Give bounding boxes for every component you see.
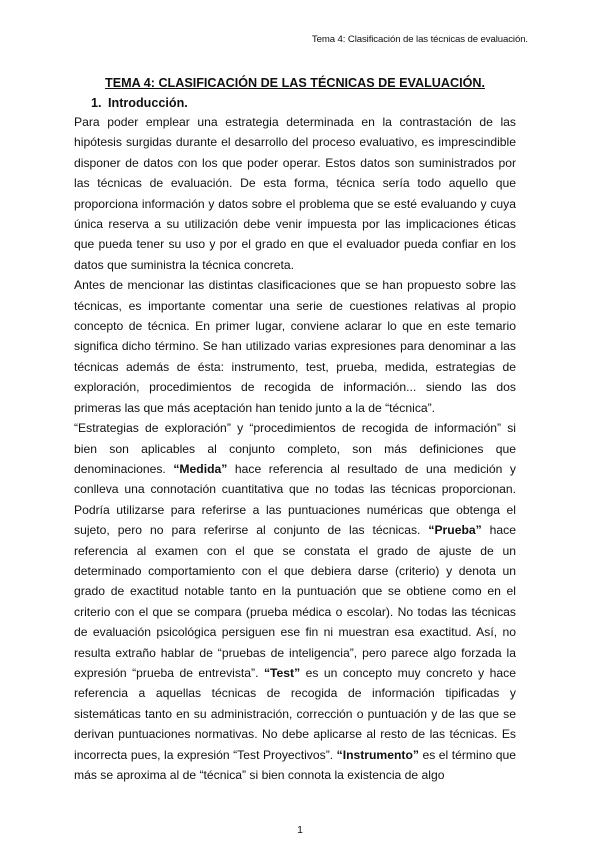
term-prueba: “Prueba” — [428, 523, 482, 538]
page-number: 1 — [297, 824, 303, 836]
text-test: es un concepto muy concreto y hace referencia a aquellas técnicas de recogida de información tipificadas y sistemáticas tanto en su administración, corrección o puntuación y de las que se derivan puntuaciones normativas. No debe aplicarse al resto de las técnicas. Es incorrecta pues, la expresión “Test Proyectivos”. — [74, 665, 516, 762]
running-header: Tema 4: Clasificación de las técnicas de evaluación. — [311, 34, 528, 45]
section-heading — [91, 94, 516, 112]
term-medida: “Medida” — [173, 461, 228, 476]
term-test: “Test” — [263, 665, 301, 680]
text-medida: hace referencia al resultado de una medición y conlleva una connotación cuantitativa que no todas las técnicas proporcionan. Podría utilizarse para referirse a las puntuaciones numéricas que obtenga el sujeto, pero no para referirse al conjunto de las técnicas. — [74, 461, 516, 538]
document-body — [74, 74, 516, 785]
text-prueba: hace referencia al examen con el que se constata el grado de ajuste de un determinado comportamiento con el que debiera darse (criterio) y denota un grado de exactitud notable tanto en la puntuación que se obtiene como en el criterio con el que se compara (prueba médica o escolar). No todas las técnicas de evaluación psicológica persiguen ese fin ni muestran esa exactitud. Así, no resulta extraño hablar de “pruebas de inteligencia”, pero parece algo forzada la expresión “prueba de entrevista”. — [74, 523, 516, 680]
paragraph-3 — [74, 418, 516, 785]
text-instrumento: es el término que más se aproxima al de “técnica” si bien connota la existencia de algo — [74, 747, 516, 782]
paragraph-3-intro: “Estrategias de exploración” y “procedimientos de recogida de información” si bien son aplicables al conjunto completo, son más definiciones que denominaciones. — [74, 421, 516, 476]
paragraph-1: Para poder emplear una estrategia determinada en la contrastación de las hipótesis surgidas durante el desarrollo del proceso evaluativo, es imprescindible disponer de datos con los que poder operar. Estos datos son suministrados por las técnicas de evaluación. De esta forma, técnica sería todo aquello que proporciona información y datos sobre el problema que se esté evaluando y cuya única reserva a su utilización debe venir impuesta por las implicaciones éticas que pueda tener su uso y por el grado en que el evaluador pueda confiar en los datos que suministra la técnica concreta. — [74, 115, 516, 272]
section-number: 1. — [91, 96, 102, 110]
document-title: TEMA 4: CLASIFICACIÓN DE LAS TÉCNICAS DE EVALUACIÓN. — [105, 76, 485, 90]
section-title: Introducción. — [108, 96, 188, 110]
paragraph-2: Antes de mencionar las distintas clasificaciones que se han propuesto sobre las técnicas, es importante comentar una serie de cuestiones relativas al propio concepto de técnica. En primer lugar, conviene aclarar lo que en este temario significa dicho término. Se han utilizado varias expresiones para denominar a las técnicas además de ésta: instrumento, test, prueba, medida, estrategias de exploración, procedimientos de recogida de información... siendo las dos primeras las que más aceptación han tenido junto a la de “técnica”. — [74, 278, 516, 415]
term-instrumento: “Instrumento” — [336, 747, 419, 762]
